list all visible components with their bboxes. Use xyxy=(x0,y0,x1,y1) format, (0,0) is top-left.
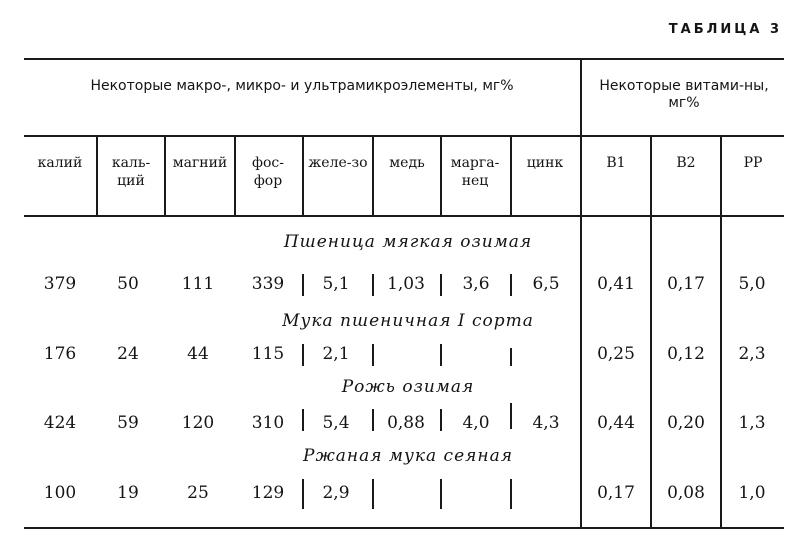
cell: 176 xyxy=(43,344,77,364)
cell: 111 xyxy=(181,274,215,294)
cell: 129 xyxy=(251,483,285,503)
cell: 0,44 xyxy=(597,413,635,433)
col-header-potassium: калий xyxy=(37,155,83,171)
col-header-zinc: цинк xyxy=(526,155,564,171)
table-row xyxy=(0,413,800,439)
cell: 2,3 xyxy=(738,344,766,364)
cell-separator xyxy=(510,274,512,296)
col-divider xyxy=(372,136,374,216)
cell: 0,25 xyxy=(597,344,635,364)
bottom-rule xyxy=(24,527,784,529)
cell: 0,20 xyxy=(667,413,705,433)
cell: 3,6 xyxy=(462,274,490,294)
col-divider xyxy=(96,136,98,216)
cell-separator xyxy=(372,479,374,509)
cell: 24 xyxy=(117,344,139,364)
vitamin-col-divider xyxy=(720,216,722,528)
cell: 0,41 xyxy=(597,274,635,294)
col-divider xyxy=(510,136,512,216)
col-header-manganese: марга-нец xyxy=(450,155,500,189)
col-header-magnesium: магний xyxy=(172,155,228,171)
cell: 0,08 xyxy=(667,483,705,503)
cell: 339 xyxy=(251,274,285,294)
cell: 44 xyxy=(187,344,209,364)
col-header-calcium: каль-ций xyxy=(111,155,151,189)
vitamins-group-header: Некоторые витами-ны, мг% xyxy=(599,78,769,111)
col-divider xyxy=(720,136,722,216)
group-header-rule xyxy=(24,135,784,137)
top-rule xyxy=(24,58,784,60)
cell: 50 xyxy=(117,274,139,294)
table-row xyxy=(0,274,800,300)
cell: 5,1 xyxy=(322,274,350,294)
col-header-phosphorus: фос-фор xyxy=(252,155,284,189)
section-title: Мука пшеничная I сорта xyxy=(282,311,534,331)
cell: 59 xyxy=(117,413,139,433)
cell: 4,0 xyxy=(462,413,490,433)
col-divider xyxy=(164,136,166,216)
cell: 0,17 xyxy=(597,483,635,503)
section-title: Ржаная мука сеяная xyxy=(303,446,513,466)
cell: 19 xyxy=(117,483,139,503)
cell-separator xyxy=(510,348,512,366)
table-row xyxy=(0,344,800,370)
vitamin-col-divider xyxy=(650,216,652,528)
col-header-vitamin-pp: PP xyxy=(743,155,763,171)
table-row xyxy=(0,483,800,509)
cell-separator xyxy=(510,403,512,429)
cell: 0,17 xyxy=(667,274,705,294)
cell: 6,5 xyxy=(532,274,560,294)
cell-separator xyxy=(440,409,442,431)
col-header-vitamin-b2: B2 xyxy=(676,155,696,171)
cell-separator xyxy=(372,409,374,431)
cell-separator xyxy=(510,479,512,509)
cell: 115 xyxy=(251,344,285,364)
cell: 5,0 xyxy=(738,274,766,294)
cell: 0,88 xyxy=(387,413,425,433)
cell-separator xyxy=(372,344,374,366)
column-header-rule xyxy=(24,215,784,217)
cell-separator xyxy=(302,479,304,509)
cell-separator xyxy=(302,344,304,366)
cell: 1,03 xyxy=(387,274,425,294)
cell: 1,0 xyxy=(738,483,766,503)
cell-separator xyxy=(440,274,442,296)
cell-separator xyxy=(440,344,442,366)
cell: 379 xyxy=(43,274,77,294)
section-title: Пшеница мягкая озимая xyxy=(283,232,533,252)
cell: 310 xyxy=(251,413,285,433)
cell: 1,3 xyxy=(738,413,766,433)
col-header-iron: желе-зо xyxy=(308,155,368,171)
col-divider xyxy=(302,136,304,216)
cell: 5,4 xyxy=(322,413,350,433)
cell: 120 xyxy=(181,413,215,433)
col-divider xyxy=(650,136,652,216)
col-divider xyxy=(234,136,236,216)
cell-separator xyxy=(302,409,304,431)
table-caption: ТАБЛИЦА 3 xyxy=(668,22,782,37)
cell: 0,12 xyxy=(667,344,705,364)
cell: 2,9 xyxy=(322,483,350,503)
col-header-vitamin-b1: B1 xyxy=(606,155,626,171)
cell-separator xyxy=(372,274,374,296)
cell: 424 xyxy=(43,413,77,433)
elements-group-header: Некоторые макро-, микро- и ультрамикроэлементы, мг% xyxy=(90,78,514,94)
cell: 100 xyxy=(43,483,77,503)
cell: 2,1 xyxy=(322,344,350,364)
col-header-copper: медь xyxy=(389,155,425,171)
cell: 25 xyxy=(187,483,209,503)
cell-separator xyxy=(302,274,304,296)
cell: 4,3 xyxy=(532,413,560,433)
cell-separator xyxy=(440,479,442,509)
section-title: Рожь озимая xyxy=(341,377,475,397)
